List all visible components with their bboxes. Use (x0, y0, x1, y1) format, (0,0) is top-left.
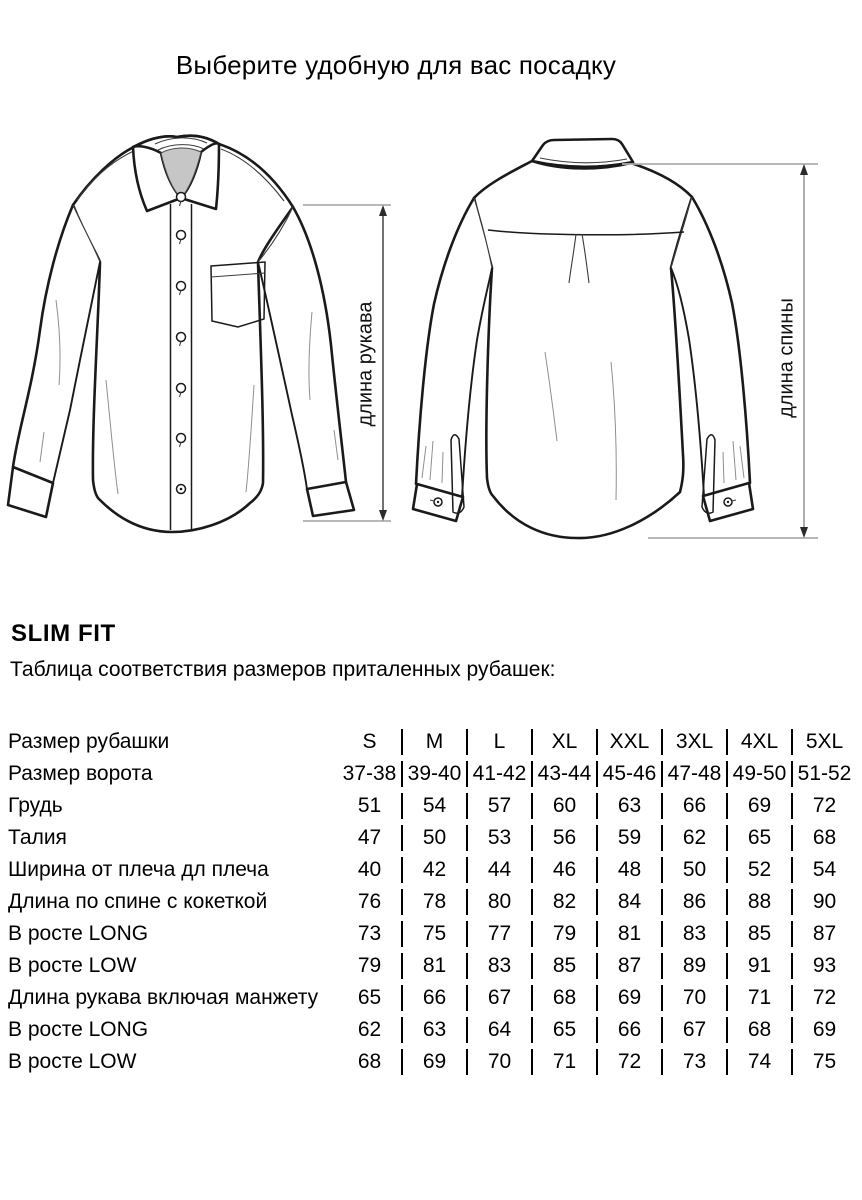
size-cell: S (362, 730, 377, 753)
size-cell: 68 (791, 825, 856, 851)
table-row (8, 1017, 856, 1043)
size-cell: 88 (726, 889, 791, 915)
table-row (8, 1049, 856, 1075)
row-label: Длина рукава включая манжету (8, 986, 319, 1009)
size-cell: 39-40 (401, 761, 466, 787)
size-cell: 45-46 (596, 761, 661, 787)
table-row (8, 761, 856, 787)
size-cell: 66 (401, 985, 466, 1011)
size-table-body (8, 729, 856, 1075)
size-table (8, 723, 856, 1081)
size-cell: 71 (726, 985, 791, 1011)
row-label: Талия (8, 826, 67, 849)
row-label: Ширина от плеча дл плеча (8, 858, 269, 881)
table-row (8, 857, 856, 883)
size-cell: 90 (791, 889, 856, 915)
size-cell: M (401, 729, 466, 755)
size-cell: 83 (466, 953, 531, 979)
size-cell: 52 (726, 857, 791, 883)
size-cell: 68 (531, 985, 596, 1011)
size-cell: 66 (661, 793, 726, 819)
size-cell: 40 (357, 858, 382, 881)
size-cell: 54 (401, 793, 466, 819)
size-cell: 85 (531, 953, 596, 979)
size-cell: 54 (791, 857, 856, 883)
size-cell: XXL (596, 729, 661, 755)
table-row (8, 729, 856, 755)
size-cell: 50 (661, 857, 726, 883)
size-cell: 64 (466, 1017, 531, 1043)
size-cell: 81 (596, 921, 661, 947)
size-cell: 48 (596, 857, 661, 883)
size-cell: 69 (596, 985, 661, 1011)
size-cell: 76 (357, 890, 382, 913)
row-label: В росте LONG (8, 1018, 149, 1041)
front-shirt-drawing (8, 136, 354, 532)
size-cell: 70 (466, 1049, 531, 1075)
table-caption: Таблица соответствия размеров приталенных рубашек: (10, 658, 556, 681)
size-cell: 5XL (791, 729, 856, 755)
table-row (8, 889, 856, 915)
size-cell: 87 (791, 921, 856, 947)
size-cell: 72 (791, 793, 856, 819)
size-cell: 84 (596, 889, 661, 915)
size-cell: 47-48 (661, 761, 726, 787)
size-cell: 74 (726, 1049, 791, 1075)
size-cell: 67 (661, 1017, 726, 1043)
size-cell: L (466, 729, 531, 755)
size-cell: 4XL (726, 729, 791, 755)
size-cell: 47 (357, 826, 382, 849)
size-cell: 44 (466, 857, 531, 883)
table-row (8, 825, 856, 851)
size-cell: 72 (596, 1049, 661, 1075)
size-cell: 68 (726, 1017, 791, 1043)
size-cell: 63 (401, 1017, 466, 1043)
shirt-diagram-svg (0, 115, 862, 585)
size-cell: 83 (661, 921, 726, 947)
size-cell: 79 (531, 921, 596, 947)
size-cell: 67 (466, 985, 531, 1011)
size-cell: 73 (661, 1049, 726, 1075)
size-cell: 80 (466, 889, 531, 915)
size-cell: 37-38 (342, 762, 397, 785)
size-cell: 49-50 (726, 761, 791, 787)
size-cell: 75 (401, 921, 466, 947)
size-cell: 68 (357, 1050, 382, 1073)
size-cell: 53 (466, 825, 531, 851)
size-cell: 93 (791, 953, 856, 979)
size-cell: 75 (791, 1049, 856, 1075)
size-cell: 42 (401, 857, 466, 883)
row-label: Размер рубашки (8, 730, 170, 753)
size-cell: 50 (401, 825, 466, 851)
row-label: В росте LOW (8, 954, 137, 977)
size-cell: 77 (466, 921, 531, 947)
size-cell: 56 (531, 825, 596, 851)
size-cell: 69 (401, 1049, 466, 1075)
size-cell: 86 (661, 889, 726, 915)
size-cell: 73 (357, 922, 382, 945)
size-cell: 57 (466, 793, 531, 819)
size-cell: 65 (357, 986, 382, 1009)
size-cell: XL (531, 729, 596, 755)
size-cell: 66 (596, 1017, 661, 1043)
size-cell: 59 (596, 825, 661, 851)
size-cell: 65 (531, 1017, 596, 1043)
table-row (8, 953, 856, 979)
size-cell: 51 (357, 794, 382, 817)
row-label: В росте LOW (8, 1050, 137, 1073)
row-label: Размер ворота (8, 762, 153, 785)
size-cell: 91 (726, 953, 791, 979)
size-cell: 3XL (661, 729, 726, 755)
row-label: Грудь (8, 794, 63, 817)
size-cell: 69 (791, 1017, 856, 1043)
size-cell: 71 (531, 1049, 596, 1075)
size-cell: 85 (726, 921, 791, 947)
size-cell: 62 (661, 825, 726, 851)
size-cell: 78 (401, 889, 466, 915)
size-cell: 62 (357, 1018, 382, 1041)
size-cell: 43-44 (531, 761, 596, 787)
row-label: В росте LONG (8, 922, 149, 945)
size-cell: 82 (531, 889, 596, 915)
back-shirt-drawing (413, 139, 753, 538)
size-cell: 46 (531, 857, 596, 883)
size-cell: 72 (791, 985, 856, 1011)
size-cell: 63 (596, 793, 661, 819)
size-cell: 69 (726, 793, 791, 819)
size-cell: 79 (357, 954, 382, 977)
shirt-diagrams (0, 115, 862, 585)
size-cell: 87 (596, 953, 661, 979)
table-row (8, 921, 856, 947)
size-cell: 65 (726, 825, 791, 851)
size-cell: 89 (661, 953, 726, 979)
fit-heading: SLIM FIT (11, 620, 116, 647)
page-title: Выберите удобную для вас посадку (175, 50, 617, 80)
sleeve-length-label: длина рукава (354, 301, 377, 427)
row-label: Длина по спине с кокеткой (8, 890, 268, 913)
table-row (8, 793, 856, 819)
table-row (8, 985, 856, 1011)
size-cell: 60 (531, 793, 596, 819)
back-length-label: длина спины (775, 298, 798, 418)
size-cell: 51-52 (791, 761, 856, 787)
size-cell: 70 (661, 985, 726, 1011)
size-cell: 81 (401, 953, 466, 979)
size-cell: 41-42 (466, 761, 531, 787)
